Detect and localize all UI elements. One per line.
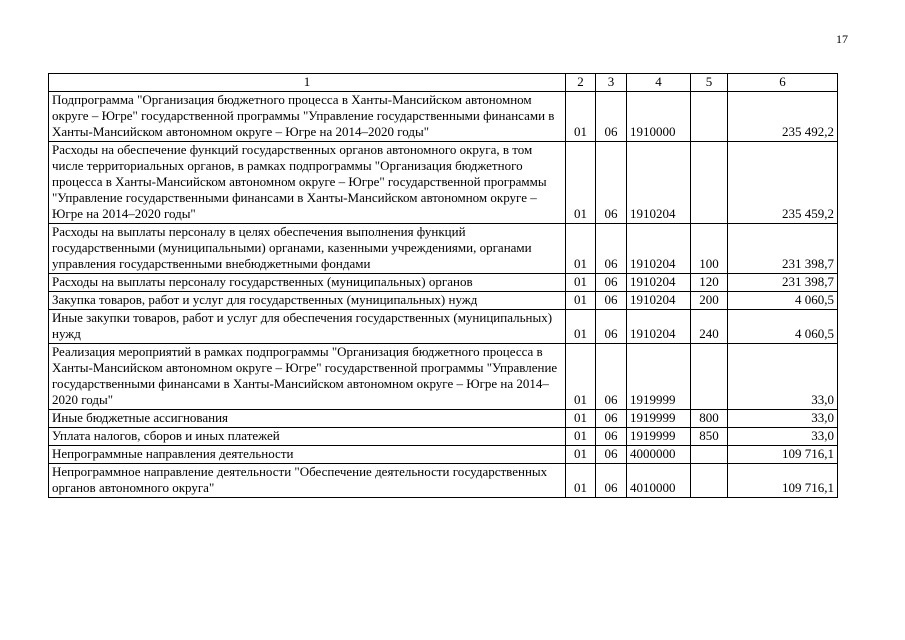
row-amount: 33,0 [728, 344, 838, 410]
table-row [49, 410, 838, 428]
header-col-4: 4 [627, 74, 691, 92]
budget-table [48, 73, 838, 498]
row-expense-type: 240 [691, 310, 728, 344]
row-target-code: 1910204 [627, 142, 691, 224]
row-target-code: 4010000 [627, 464, 691, 498]
table-row [49, 344, 838, 410]
row-name: Реализация мероприятий в рамках подпрограммы "Организация бюджетного процесса в Ханты-Мансийском автономном округе – Югре" государственной программы "Управление государственными финансами в Ханты-Мансийском автономном округе – Югре на 2014–2020 годы" [49, 344, 566, 410]
row-section: 01 [566, 464, 596, 498]
row-expense-type [691, 464, 728, 498]
row-expense-type: 800 [691, 410, 728, 428]
row-section: 01 [566, 142, 596, 224]
row-section: 01 [566, 410, 596, 428]
row-subsection: 06 [596, 310, 627, 344]
row-target-code: 1919999 [627, 344, 691, 410]
row-amount: 231 398,7 [728, 274, 838, 292]
row-expense-type [691, 446, 728, 464]
row-name: Иные бюджетные ассигнования [49, 410, 566, 428]
row-subsection: 06 [596, 92, 627, 142]
row-name: Расходы на выплаты персоналу государственных (муниципальных) органов [49, 274, 566, 292]
row-name: Уплата налогов, сборов и иных платежей [49, 428, 566, 446]
table-row [49, 464, 838, 498]
row-amount: 235 492,2 [728, 92, 838, 142]
row-section: 01 [566, 310, 596, 344]
row-name: Закупка товаров, работ и услуг для государственных (муниципальных) нужд [49, 292, 566, 310]
row-section: 01 [566, 428, 596, 446]
row-section: 01 [566, 92, 596, 142]
row-section: 01 [566, 446, 596, 464]
page-number: 17 [836, 32, 848, 46]
table-row [49, 92, 838, 142]
header-col-3: 3 [596, 74, 627, 92]
row-target-code: 1910204 [627, 292, 691, 310]
row-target-code: 1919999 [627, 410, 691, 428]
row-target-code: 1910204 [627, 224, 691, 274]
header-row [49, 74, 838, 92]
row-target-code: 1919999 [627, 428, 691, 446]
row-section: 01 [566, 344, 596, 410]
table-row [49, 142, 838, 224]
row-subsection: 06 [596, 142, 627, 224]
row-section: 01 [566, 274, 596, 292]
row-subsection: 06 [596, 410, 627, 428]
row-expense-type [691, 142, 728, 224]
table-row [49, 274, 838, 292]
header-col-6: 6 [728, 74, 838, 92]
row-target-code: 1910204 [627, 274, 691, 292]
row-section: 01 [566, 224, 596, 274]
row-amount: 109 716,1 [728, 464, 838, 498]
row-name: Расходы на выплаты персоналу в целях обеспечения выполнения функций государственными (муниципальными) органами, казенными учреждениями, органами управления государственными внебюджетными фондами [49, 224, 566, 274]
row-name: Расходы на обеспечение функций государственных органов автономного округа, в том числе территориальных органов, в рамках подпрограммы "Организация бюджетного процесса в Ханты-Мансийском автономном округе – Югре" государственной программы "Управление государственными финансами в Ханты-Мансийском автономном округе – Югре на 2014–2020 годы" [49, 142, 566, 224]
row-section: 01 [566, 292, 596, 310]
row-subsection: 06 [596, 224, 627, 274]
row-target-code: 1910000 [627, 92, 691, 142]
row-amount: 33,0 [728, 410, 838, 428]
row-subsection: 06 [596, 292, 627, 310]
row-expense-type: 120 [691, 274, 728, 292]
row-name: Подпрограмма "Организация бюджетного процесса в Ханты-Мансийском автономном округе – Югре" государственной программы "Управление государственными финансами в Ханты-Мансийском автономном округе – Югре на 2014–2020 годы" [49, 92, 566, 142]
header-col-2: 2 [566, 74, 596, 92]
table-row [49, 428, 838, 446]
table-row [49, 224, 838, 274]
row-target-code: 4000000 [627, 446, 691, 464]
row-amount: 4 060,5 [728, 310, 838, 344]
row-expense-type: 100 [691, 224, 728, 274]
header-col-5: 5 [691, 74, 728, 92]
table-row [49, 292, 838, 310]
row-expense-type [691, 344, 728, 410]
table-row [49, 446, 838, 464]
row-subsection: 06 [596, 344, 627, 410]
row-amount: 33,0 [728, 428, 838, 446]
row-amount: 109 716,1 [728, 446, 838, 464]
row-amount: 235 459,2 [728, 142, 838, 224]
row-expense-type [691, 92, 728, 142]
row-target-code: 1910204 [627, 310, 691, 344]
row-name: Иные закупки товаров, работ и услуг для обеспечения государственных (муниципальных) нужд [49, 310, 566, 344]
row-subsection: 06 [596, 428, 627, 446]
row-name: Непрограммное направление деятельности "Обеспечение деятельности государственных органов автономного округа" [49, 464, 566, 498]
row-subsection: 06 [596, 446, 627, 464]
row-name: Непрограммные направления деятельности [49, 446, 566, 464]
row-amount: 4 060,5 [728, 292, 838, 310]
row-expense-type: 200 [691, 292, 728, 310]
row-amount: 231 398,7 [728, 224, 838, 274]
row-subsection: 06 [596, 274, 627, 292]
row-expense-type: 850 [691, 428, 728, 446]
header-col-1: 1 [49, 74, 566, 92]
row-subsection: 06 [596, 464, 627, 498]
table-row [49, 310, 838, 344]
